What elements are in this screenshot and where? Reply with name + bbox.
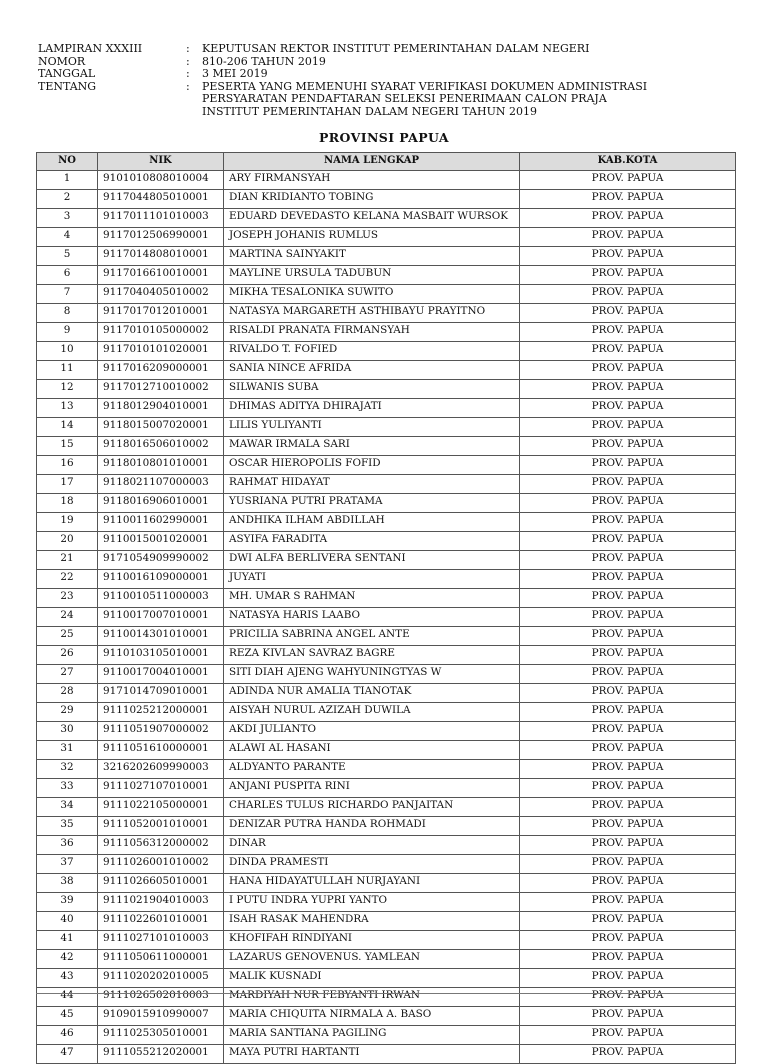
table-row [37, 912, 736, 931]
lampiran-row [38, 43, 738, 56]
tanggal-row [38, 68, 738, 81]
cell-nik: 9111022105000001 [98, 798, 224, 817]
cell-nama: KHOFIFAH RINDIYANI [224, 931, 520, 950]
page-title: PROVINSI PAPUA [318, 130, 450, 145]
cell-no: 29 [37, 703, 98, 722]
tentang-line: PESERTA YANG MEMENUHI SYARAT VERIFIKASI DOKUMEN ADMINISTRASI [202, 79, 648, 93]
colon: : [186, 79, 190, 93]
cell-nama: MIKHA TESALONIKA SUWITO [224, 285, 520, 304]
cell-kab: PROV. PAPUA [520, 171, 736, 190]
cell-nama: DINDA PRAMESTI [224, 855, 520, 874]
table-row [37, 646, 736, 665]
cell-nama: MARDIYAH NUR FEBYANTI IRWAN [224, 988, 520, 1007]
cell-nik: 9110103105010001 [98, 646, 224, 665]
table-row [37, 456, 736, 475]
cell-no: 20 [37, 532, 98, 551]
cell-no: 39 [37, 893, 98, 912]
cell-nik: 9117010101020001 [98, 342, 224, 361]
cell-nik: 9117014808010001 [98, 247, 224, 266]
cell-kab: PROV. PAPUA [520, 456, 736, 475]
cell-kab: PROV. PAPUA [520, 190, 736, 209]
cell-kab: PROV. PAPUA [520, 969, 736, 988]
cell-no: 22 [37, 570, 98, 589]
cell-kab: PROV. PAPUA [520, 475, 736, 494]
tentang-value [202, 81, 738, 119]
cell-nik: 9111056312000002 [98, 836, 224, 855]
table-row [37, 931, 736, 950]
cell-kab: PROV. PAPUA [520, 266, 736, 285]
colon: : [186, 54, 190, 68]
bottom-divider [36, 993, 735, 994]
table-row [37, 1007, 736, 1026]
tanggal-value: 3 MEI 2019 [202, 67, 268, 80]
cell-nama: MAYLINE URSULA TADUBUN [224, 266, 520, 285]
cell-nama: JUYATI [224, 570, 520, 589]
table-row [37, 228, 736, 247]
cell-nik: 9111026502010003 [98, 988, 224, 1007]
cell-no: 7 [37, 285, 98, 304]
cell-nama: MAYA PUTRI HARTANTI [224, 1045, 520, 1064]
cell-no: 28 [37, 684, 98, 703]
cell-nik: 9117012506990001 [98, 228, 224, 247]
cell-nik: 9118021107000003 [98, 475, 224, 494]
cell-no: 9 [37, 323, 98, 342]
cell-nama: NATASYA MARGARETH ASTHIBAYU PRAYITNO [224, 304, 520, 323]
cell-kab: PROV. PAPUA [520, 760, 736, 779]
cell-no: 41 [37, 931, 98, 950]
cell-no: 11 [37, 361, 98, 380]
cell-nama: MALIK KUSNADI [224, 969, 520, 988]
cell-kab: PROV. PAPUA [520, 532, 736, 551]
cell-no: 13 [37, 399, 98, 418]
colon: : [186, 42, 190, 55]
cell-kab: PROV. PAPUA [520, 722, 736, 741]
cell-nik: 9111027107010001 [98, 779, 224, 798]
table-row [37, 190, 736, 209]
table-row [37, 722, 736, 741]
cell-nik: 9118015007020001 [98, 418, 224, 437]
document-header [38, 43, 738, 118]
table-row [37, 266, 736, 285]
cell-nik: 9111052001010001 [98, 817, 224, 836]
table-row [37, 760, 736, 779]
cell-nik: 9117016610010001 [98, 266, 224, 285]
cell-no: 37 [37, 855, 98, 874]
nomor-row [38, 56, 738, 69]
cell-kab: PROV. PAPUA [520, 380, 736, 399]
cell-nama: CHARLES TULUS RICHARDO PANJAITAN [224, 798, 520, 817]
table-row [37, 741, 736, 760]
nomor-value: 810-206 TAHUN 2019 [202, 54, 326, 68]
table-row [37, 950, 736, 969]
cell-nik: 9110016109000001 [98, 570, 224, 589]
cell-nama: DHIMAS ADITYA DHIRAJATI [224, 399, 520, 418]
cell-no: 27 [37, 665, 98, 684]
table-row [37, 855, 736, 874]
cell-kab: PROV. PAPUA [520, 589, 736, 608]
table-row [37, 703, 736, 722]
table-row [37, 380, 736, 399]
cell-nama: REZA KIVLAN SAVRAZ BAGRE [224, 646, 520, 665]
cell-kab: PROV. PAPUA [520, 494, 736, 513]
cell-no: 42 [37, 950, 98, 969]
cell-kab: PROV. PAPUA [520, 513, 736, 532]
cell-no: 6 [37, 266, 98, 285]
table-row [37, 608, 736, 627]
cell-nama: DWI ALFA BERLIVERA SENTANI [224, 551, 520, 570]
cell-nama: ALAWI AL HASANI [224, 741, 520, 760]
cell-kab: PROV. PAPUA [520, 988, 736, 1007]
table-row [37, 494, 736, 513]
nomor-label: NOMOR [38, 54, 86, 68]
cell-no: 17 [37, 475, 98, 494]
cell-kab: PROV. PAPUA [520, 950, 736, 969]
cell-nik: 9118010801010001 [98, 456, 224, 475]
table-row [37, 893, 736, 912]
cell-nik: 9111025212000001 [98, 703, 224, 722]
cell-nama: ADINDA NUR AMALIA TIANOTAK [224, 684, 520, 703]
cell-nik: 9111050611000001 [98, 950, 224, 969]
table-row [37, 513, 736, 532]
cell-nama: LILIS YULIYANTI [224, 418, 520, 437]
table-row [37, 665, 736, 684]
cell-nama: PRICILIA SABRINA ANGEL ANTE [224, 627, 520, 646]
cell-kab: PROV. PAPUA [520, 779, 736, 798]
cell-kab: PROV. PAPUA [520, 817, 736, 836]
cell-kab: PROV. PAPUA [520, 627, 736, 646]
table-row [37, 817, 736, 836]
cell-no: 12 [37, 380, 98, 399]
cell-nama: AKDI JULIANTO [224, 722, 520, 741]
cell-nik: 9111021904010003 [98, 893, 224, 912]
cell-nama: RAHMAT HIDAYAT [224, 475, 520, 494]
cell-no: 26 [37, 646, 98, 665]
table-row [37, 247, 736, 266]
cell-nama: MH. UMAR S RAHMAN [224, 589, 520, 608]
table-row [37, 437, 736, 456]
cell-no: 35 [37, 817, 98, 836]
cell-nama: ARY FIRMANSYAH [224, 171, 520, 190]
cell-nama: RIVALDO T. FOFIED [224, 342, 520, 361]
cell-no: 21 [37, 551, 98, 570]
cell-kab: PROV. PAPUA [520, 931, 736, 950]
cell-nik: 9110014301010001 [98, 627, 224, 646]
cell-nama: DINAR [224, 836, 520, 855]
column-header-kab: KAB.KOTA [520, 153, 736, 171]
table-row [37, 399, 736, 418]
table-row [37, 779, 736, 798]
cell-nama: ALDYANTO PARANTE [224, 760, 520, 779]
cell-no: 3 [37, 209, 98, 228]
cell-no: 2 [37, 190, 98, 209]
cell-no: 18 [37, 494, 98, 513]
cell-nik: 9118016506010002 [98, 437, 224, 456]
column-header-nik: NIK [98, 153, 224, 171]
cell-nama: HANA HIDAYATULLAH NURJAYANI [224, 874, 520, 893]
cell-nik: 9110011602990001 [98, 513, 224, 532]
cell-nik: 9111022601010001 [98, 912, 224, 931]
cell-nik: 9111051610000001 [98, 741, 224, 760]
cell-nik: 9111051907000002 [98, 722, 224, 741]
table-row [37, 570, 736, 589]
lampiran-label: LAMPIRAN XXXIII [38, 42, 143, 55]
column-header-no: NO [37, 153, 98, 171]
cell-kab: PROV. PAPUA [520, 342, 736, 361]
cell-kab: PROV. PAPUA [520, 399, 736, 418]
cell-nik: 9118016906010001 [98, 494, 224, 513]
table-row [37, 209, 736, 228]
cell-nik: 9111027101010003 [98, 931, 224, 950]
cell-kab: PROV. PAPUA [520, 228, 736, 247]
table-row [37, 988, 736, 1007]
cell-nik: 9171014709010001 [98, 684, 224, 703]
cell-nama: LAZARUS GENOVENUS. YAMLEAN [224, 950, 520, 969]
cell-kab: PROV. PAPUA [520, 361, 736, 380]
cell-no: 15 [37, 437, 98, 456]
cell-no: 4 [37, 228, 98, 247]
cell-kab: PROV. PAPUA [520, 1045, 736, 1064]
cell-nik: 9117011101010003 [98, 209, 224, 228]
cell-nama: AISYAH NURUL AZIZAH DUWILA [224, 703, 520, 722]
table-row [37, 532, 736, 551]
cell-nama: ISAH RASAK MAHENDRA [224, 912, 520, 931]
cell-no: 40 [37, 912, 98, 931]
cell-no: 23 [37, 589, 98, 608]
table-row [37, 589, 736, 608]
cell-nik: 9101010808010004 [98, 171, 224, 190]
cell-kab: PROV. PAPUA [520, 1026, 736, 1045]
colon: : [186, 67, 190, 80]
cell-nama: MARIA SANTIANA PAGILING [224, 1026, 520, 1045]
cell-nik: 9117040405010002 [98, 285, 224, 304]
cell-nik: 9110010511000003 [98, 589, 224, 608]
table-row [37, 836, 736, 855]
cell-nama: YUSRIANA PUTRI PRATAMA [224, 494, 520, 513]
cell-kab: PROV. PAPUA [520, 741, 736, 760]
cell-kab: PROV. PAPUA [520, 665, 736, 684]
cell-nama: SANIA NINCE AFRIDA [224, 361, 520, 380]
cell-kab: PROV. PAPUA [520, 703, 736, 722]
tentang-row [38, 81, 738, 119]
cell-nik: 9110017007010001 [98, 608, 224, 627]
table-row [37, 1026, 736, 1045]
cell-nama: SILWANIS SUBA [224, 380, 520, 399]
table-row [37, 304, 736, 323]
cell-no: 45 [37, 1007, 98, 1026]
cell-kab: PROV. PAPUA [520, 836, 736, 855]
cell-kab: PROV. PAPUA [520, 1007, 736, 1026]
cell-no: 14 [37, 418, 98, 437]
table-row [37, 171, 736, 190]
cell-kab: PROV. PAPUA [520, 323, 736, 342]
cell-no: 43 [37, 969, 98, 988]
cell-nama: ANJANI PUSPITA RINI [224, 779, 520, 798]
cell-nik: 9111026001010002 [98, 855, 224, 874]
cell-kab: PROV. PAPUA [520, 798, 736, 817]
cell-nama: ASYIFA FARADITA [224, 532, 520, 551]
table-body [37, 171, 736, 1064]
cell-nama: EDUARD DEVEDASTO KELANA MASBAIT WURSOK [224, 209, 520, 228]
cell-nik: 9111055212020001 [98, 1045, 224, 1064]
cell-no: 10 [37, 342, 98, 361]
table-row [37, 1045, 736, 1064]
cell-kab: PROV. PAPUA [520, 551, 736, 570]
table-row [37, 684, 736, 703]
cell-kab: PROV. PAPUA [520, 285, 736, 304]
cell-nik: 9118012904010001 [98, 399, 224, 418]
cell-nik: 9109015910990007 [98, 1007, 224, 1026]
cell-no: 1 [37, 171, 98, 190]
table-row [37, 285, 736, 304]
cell-no: 33 [37, 779, 98, 798]
cell-kab: PROV. PAPUA [520, 874, 736, 893]
cell-nik: 9117016209000001 [98, 361, 224, 380]
cell-nik: 9110017004010001 [98, 665, 224, 684]
cell-nama: I PUTU INDRA YUPRI YANTO [224, 893, 520, 912]
cell-nik: 9117012710010002 [98, 380, 224, 399]
cell-no: 32 [37, 760, 98, 779]
cell-nik: 9117010105000002 [98, 323, 224, 342]
cell-nama: NATASYA HARIS LAABO [224, 608, 520, 627]
cell-kab: PROV. PAPUA [520, 304, 736, 323]
cell-kab: PROV. PAPUA [520, 570, 736, 589]
cell-no: 46 [37, 1026, 98, 1045]
cell-no: 16 [37, 456, 98, 475]
tentang-label: TENTANG [38, 79, 97, 93]
cell-no: 19 [37, 513, 98, 532]
table-row [37, 627, 736, 646]
cell-nik: 3216202609990003 [98, 760, 224, 779]
cell-kab: PROV. PAPUA [520, 418, 736, 437]
table-row [37, 874, 736, 893]
cell-no: 34 [37, 798, 98, 817]
table-row [37, 475, 736, 494]
cell-nik: 9110015001020001 [98, 532, 224, 551]
table-row [37, 798, 736, 817]
table-row [37, 342, 736, 361]
cell-kab: PROV. PAPUA [520, 855, 736, 874]
cell-no: 30 [37, 722, 98, 741]
cell-no: 47 [37, 1045, 98, 1064]
cell-nama: DIAN KRIDIANTO TOBING [224, 190, 520, 209]
table-row [37, 418, 736, 437]
cell-nik: 9117017012010001 [98, 304, 224, 323]
cell-nama: SITI DIAH AJENG WAHYUNINGTYAS W [224, 665, 520, 684]
table-row [37, 969, 736, 988]
cell-nama: OSCAR HIEROPOLIS FOFID [224, 456, 520, 475]
tentang-line: PERSYARATAN PENDAFTARAN SELEKSI PENERIMAAN CALON PRAJA [202, 92, 607, 105]
cell-nama: RISALDI PRANATA FIRMANSYAH [224, 323, 520, 342]
lampiran-value: KEPUTUSAN REKTOR INSTITUT PEMERINTAHAN DALAM NEGERI [202, 42, 590, 55]
cell-nama: ANDHIKA ILHAM ABDILLAH [224, 513, 520, 532]
cell-nama: MARIA CHIQUITA NIRMALA A. BASO [224, 1007, 520, 1026]
cell-nama: MAWAR IRMALA SARI [224, 437, 520, 456]
cell-no: 31 [37, 741, 98, 760]
cell-nik: 9111026605010001 [98, 874, 224, 893]
cell-nama: JOSEPH JOHANIS RUMLUS [224, 228, 520, 247]
cell-nik: 9111020202010005 [98, 969, 224, 988]
cell-no: 24 [37, 608, 98, 627]
cell-no: 44 [37, 988, 98, 1007]
cell-nama: MARTINA SAINYAKIT [224, 247, 520, 266]
cell-nik: 9171054909990002 [98, 551, 224, 570]
cell-kab: PROV. PAPUA [520, 209, 736, 228]
cell-kab: PROV. PAPUA [520, 247, 736, 266]
cell-kab: PROV. PAPUA [520, 608, 736, 627]
cell-nik: 9111025305010001 [98, 1026, 224, 1045]
cell-kab: PROV. PAPUA [520, 437, 736, 456]
cell-no: 8 [37, 304, 98, 323]
cell-no: 36 [37, 836, 98, 855]
cell-kab: PROV. PAPUA [520, 646, 736, 665]
cell-no: 5 [37, 247, 98, 266]
cell-nama: DENIZAR PUTRA HANDA ROHMADI [224, 817, 520, 836]
table-row [37, 323, 736, 342]
tentang-line: INSTITUT PEMERINTAHAN DALAM NEGERI TAHUN 2019 [202, 104, 537, 118]
column-header-nama: NAMA LENGKAP [224, 153, 520, 171]
cell-kab: PROV. PAPUA [520, 684, 736, 703]
table-row [37, 361, 736, 380]
cell-no: 25 [37, 627, 98, 646]
participants-table [36, 152, 736, 1064]
tanggal-label: TANGGAL [38, 67, 96, 80]
cell-kab: PROV. PAPUA [520, 912, 736, 931]
table-row [37, 551, 736, 570]
cell-no: 38 [37, 874, 98, 893]
cell-kab: PROV. PAPUA [520, 893, 736, 912]
cell-nik: 9117044805010001 [98, 190, 224, 209]
table-header-row [37, 153, 736, 171]
